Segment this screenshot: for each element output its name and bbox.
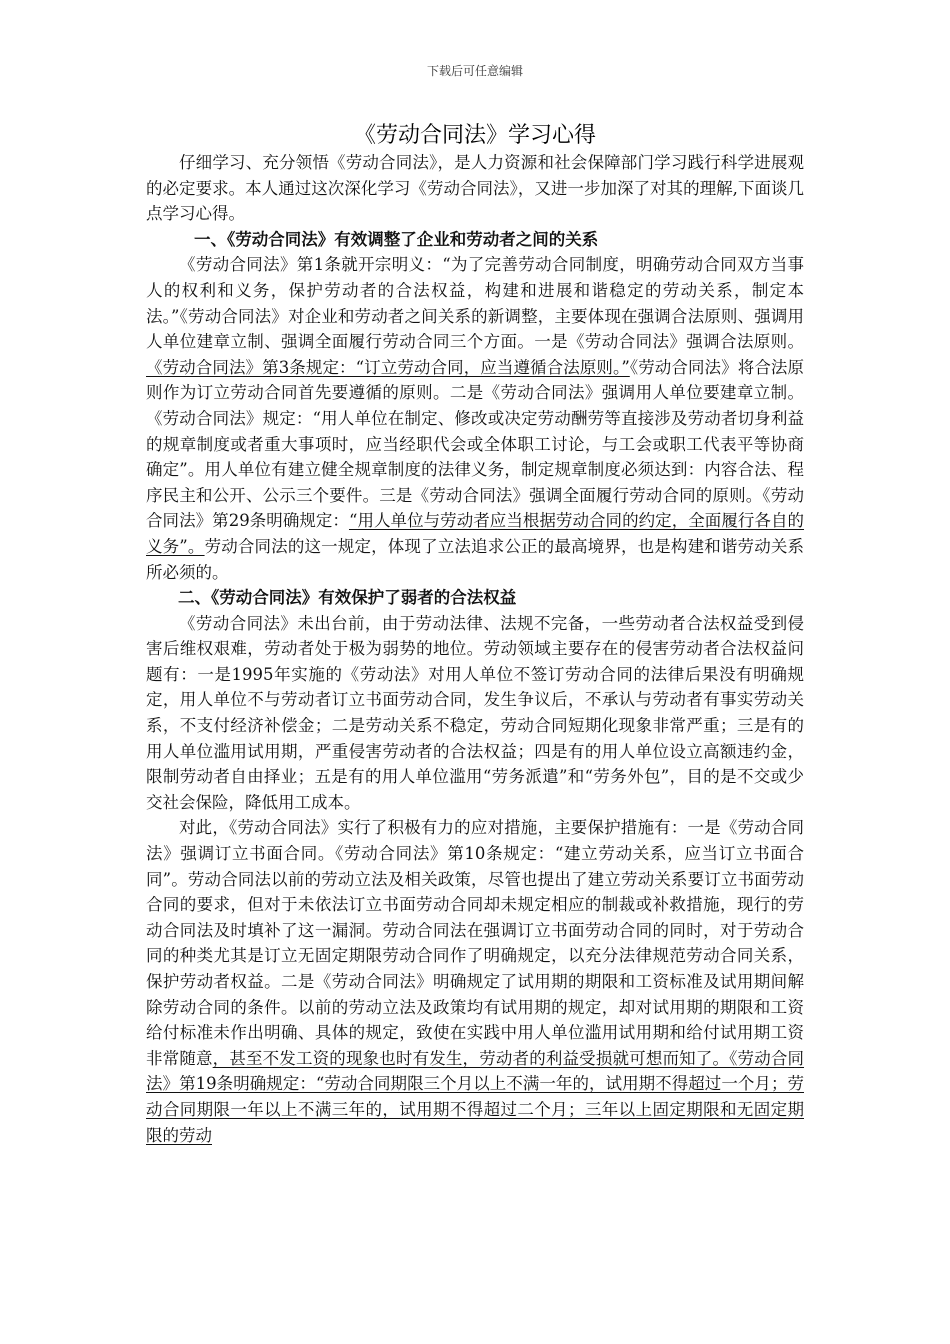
- document-body: [146, 150, 804, 1148]
- page-header-note: 下载后可任意编辑: [426, 64, 523, 78]
- intro-paragraph: 仔细学习、充分领悟《劳动合同法》，是人力资源和社会保障部门学习践行科学进展观的必定要求。本人通过这次深化学习《劳动合同法》，又进一步加深了对其的理解,下面谈几点学习心得。: [146, 153, 804, 224]
- section-1-text-c: 劳动合同法的这一规定，体现了立法追求公正的最高境界，也是构建和谐劳动关系所必须的。: [146, 536, 805, 582]
- section-1-paragraph: [146, 252, 804, 585]
- section-1-underlined-quote-1: 《劳动合同法》第3条规定：“订立劳动合同，应当遵循合法原则。”: [146, 357, 630, 377]
- section-2-underlined-text: ，甚至不发工资的现象也时有发生，劳动者的利益受损就可想而知了。《劳动合同法》第19条明确规定：“劳动合同期限三个月以上不满一年的，试用期不得超过一个月；劳动合同期限一年以上不满三年的，试用期不得超过二个月；三年以上固定期限和无固定期限的劳动: [146, 1048, 805, 1145]
- section-2-paragraph-1: 《劳动合同法》未出台前，由于劳动法律、法规不完备，一些劳动者合法权益受到侵害后维权艰难，劳动者处于极为弱势的地位。劳动领域主要存在的侵害劳动者合法权益问题有：一是1995年实施的《劳动法》对用人单位不签订劳动合同的法律后果没有明确规定，用人单位不与劳动者订立书面劳动合同，发生争议后，不承认与劳动者有事实劳动关系，不支付经济补偿金；二是劳动关系不稳定，劳动合同短期化现象非常严重；三是有的用人单位滥用试用期，严重侵害劳动者的合法权益；四是有的用人单位设立高额违约金，限制劳动者自由择业；五是有的用人单位滥用“劳务派遣”和“劳务外包”，目的是不交或少交社会保险，降低用工成本。: [146, 613, 804, 812]
- section-1-heading: 一、《劳动合同法》有效调整了企业和劳动者之间的关系: [194, 229, 599, 249]
- section-1-underlined-quote-2: “用人单位与劳动者应当根据劳动合同的约定，全面履行各自的义务”。: [146, 511, 805, 556]
- section-2-text-a: 对此，《劳动合同法》实行了积极有力的应对措施，主要保护措施有：一是《劳动合同法》强调订立书面合同。《劳动合同法》第10条规定：“建立劳动关系，应当订立书面合同”。劳动合同法以前的劳动立法及相关政策，尽管也提出了建立劳动关系要订立书面劳动合同的要求，但对于未依法订立书面劳动合同却未规定相应的制裁或补救措施，现行的劳动合同法及时填补了这一漏洞。劳动合同法在强调订立书面劳动合同的同时，对于劳动合同的种类尤其是订立无固定期限劳动合同作了明确规定，以充分法律规范劳动合同关系，保护劳动者权益。二是《劳动合同法》明确规定了试用期的期限和工资标准及试用期间解除劳动合同的条件。以前的劳动立法及政策均有试用期的规定，却对试用期的期限和工资给付标准未作出明确、具体的规定，致使在实践中用人单位滥用试用期和给付试用期工资非常随意: [146, 818, 804, 1068]
- section-2-paragraph-2: [146, 815, 804, 1148]
- section-2-heading: 二、《劳动合同法》有效保护了弱者的合法权益: [178, 588, 517, 608]
- section-1-text-a: 《劳动合同法》第1条就开宗明义：“为了完善劳动合同制度，明确劳动合同双方当事人的权利和义务，保护劳动者的合法权益，构建和进展和谐稳定的劳动关系，制定本法。”《劳动合同法》对企业和劳动者之间关系的新调整，主要体现在强调合法原则、强调用人单位建章立制、强调全面履行劳动合同三个方面。一是《劳动合同法》强调合法原则。: [146, 255, 804, 352]
- page-title: 《劳动合同法》学习心得: [353, 123, 596, 148]
- section-1-text-b: 《劳动合同法》将合法原则作为订立劳动合同首先要遵循的原则。二是《劳动合同法》强调用人单位要建章立制。《劳动合同法》规定：“用人单位在制定、修改或决定劳动酬劳等直接涉及劳动者切身利益的规章制度或者重大事项时，应当经职代会或全体职工讨论，与工会或职工代表平等协商确定”。用人单位有建立健全规章制度的法律义务，制定规章制度必须达到：内容合法、程序民主和公开、公示三个要件。三是《劳动合同法》强调全面履行劳动合同的原则。《劳动合同法》第29条明确规定：: [146, 357, 805, 531]
